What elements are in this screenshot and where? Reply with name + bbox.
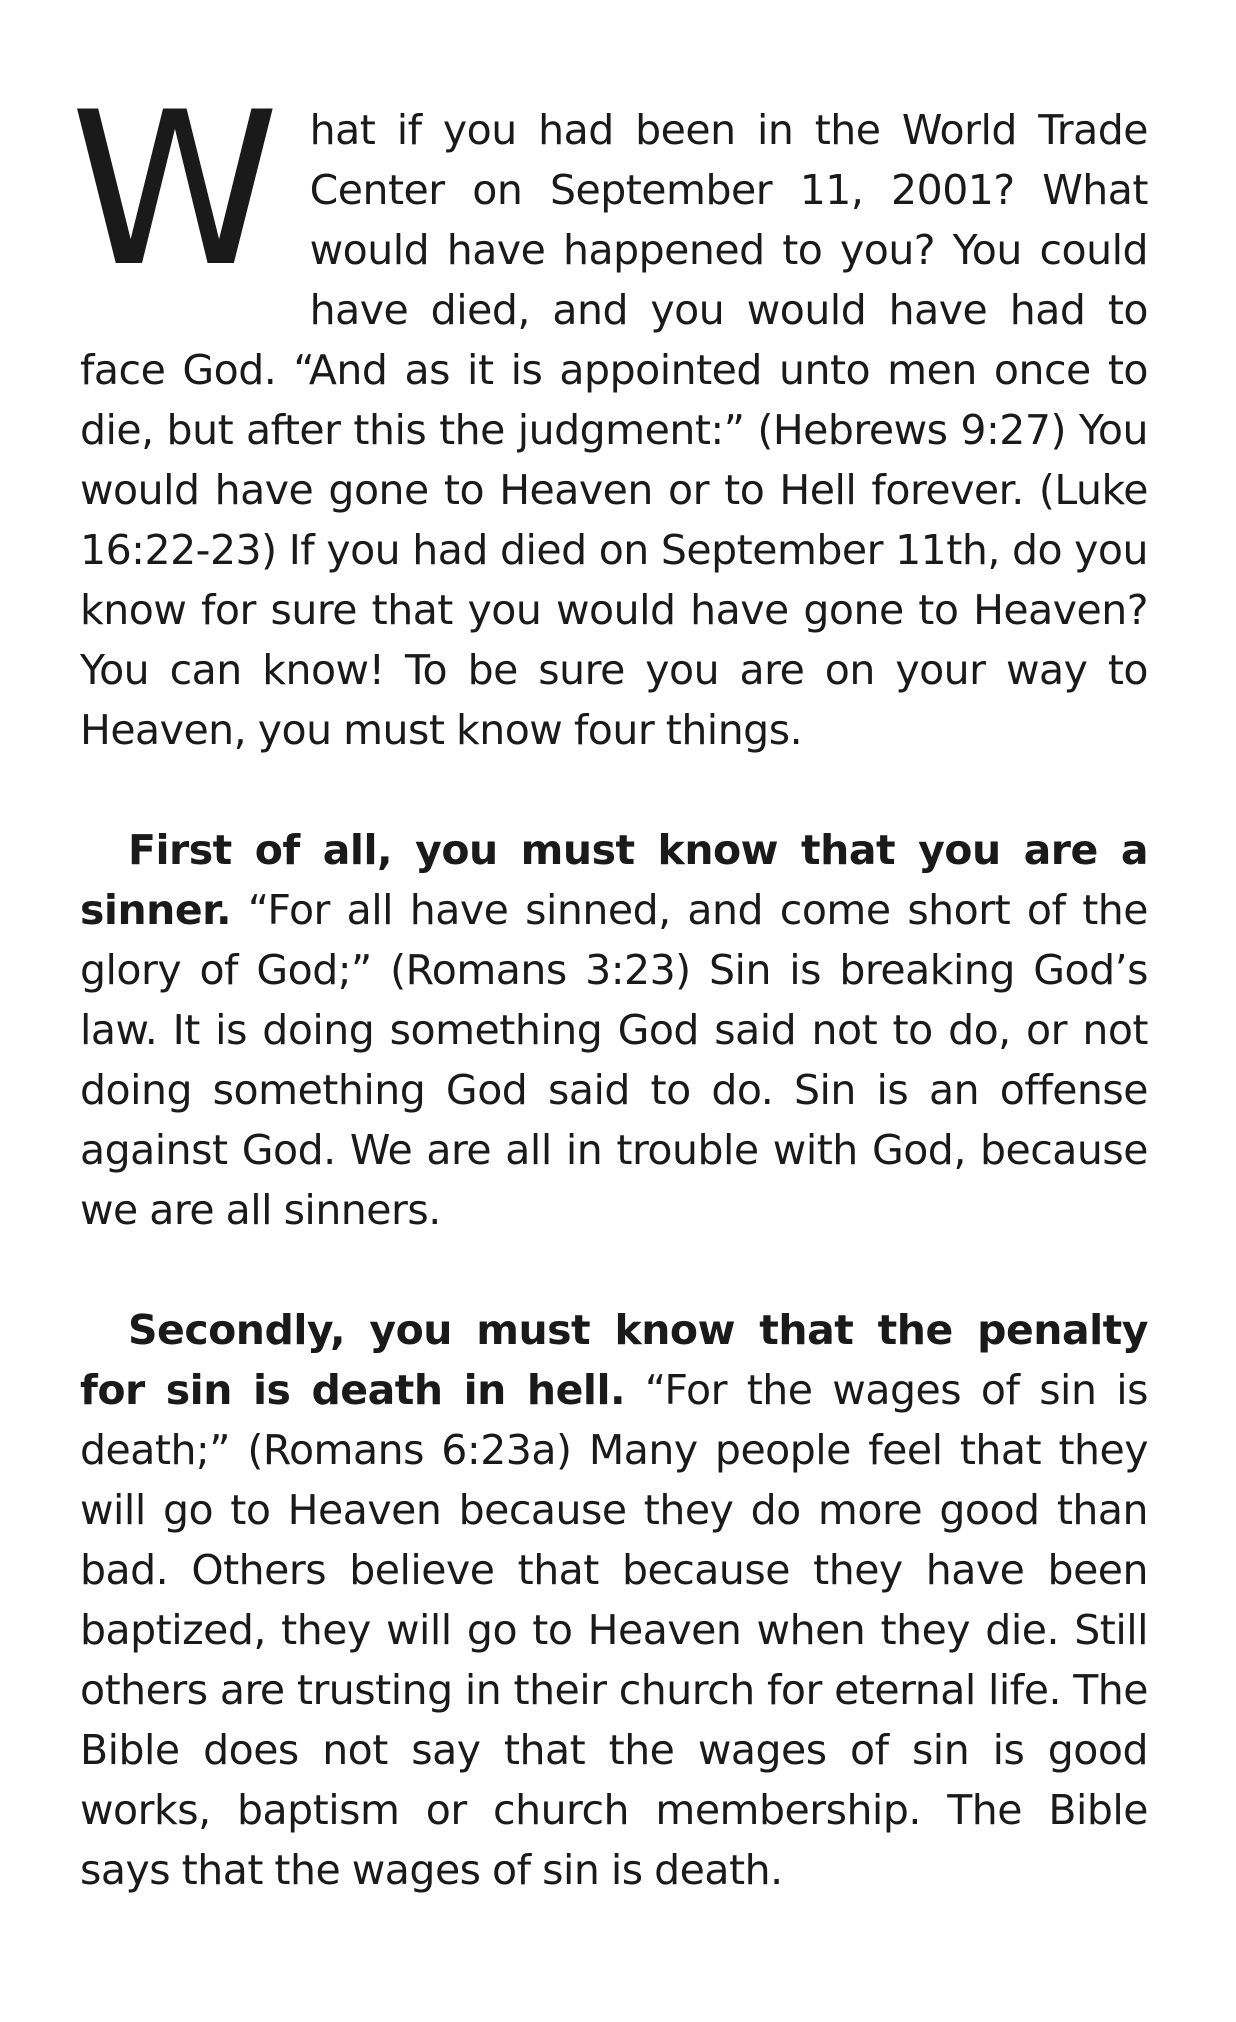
document-page xyxy=(70,66,1148,1900)
intro-paragraph xyxy=(70,66,1148,760)
second-point-heading: Secondly, you must know that the penalty for sin is death in hell. xyxy=(80,1306,1148,1414)
first-point-paragraph xyxy=(80,820,1148,1240)
first-point-heading: First of all, you must know that you are a sinner. xyxy=(80,826,1148,934)
drop-cap-letter: W xyxy=(70,66,274,313)
second-point-text: “For the wages of sin is death;” (Romans 6:23a) Many people feel that they will go to Heaven because they do more good than bad. Others believe that because they have been baptized, they will go to Heaven when they die. Still others are trusting in their church for eternal life. The Bible does not say that the wages of sin is good works, baptism or church membership. The Bible says that the wages of sin is death. xyxy=(80,1366,1148,1894)
first-point-text: “For all have sinned, and come short of the glory of God;” (Romans 3:23) Sin is breaking God’s law. It is doing something God said not to do, or not doing something God said to do. Sin is an offense against God. We are all in trouble with God, because we are all sinners. xyxy=(80,886,1148,1234)
intro-paragraph-text: hat if you had been in the World Trade Center on September 11, 2001? What would have happened to you? You could have died, and you would have had to face God. “And as it is appointed unto men once to die, but after this the judgment:” (Hebrews 9:27) You would have gone to Heaven or to Hell forever. (Luke 16:22-23) If you had died on September 11th, do you know for sure that you would have gone to Heaven? You can know! To be sure you are on your way to Heaven, you must know four things. xyxy=(80,106,1148,754)
second-point-paragraph xyxy=(80,1300,1148,1900)
